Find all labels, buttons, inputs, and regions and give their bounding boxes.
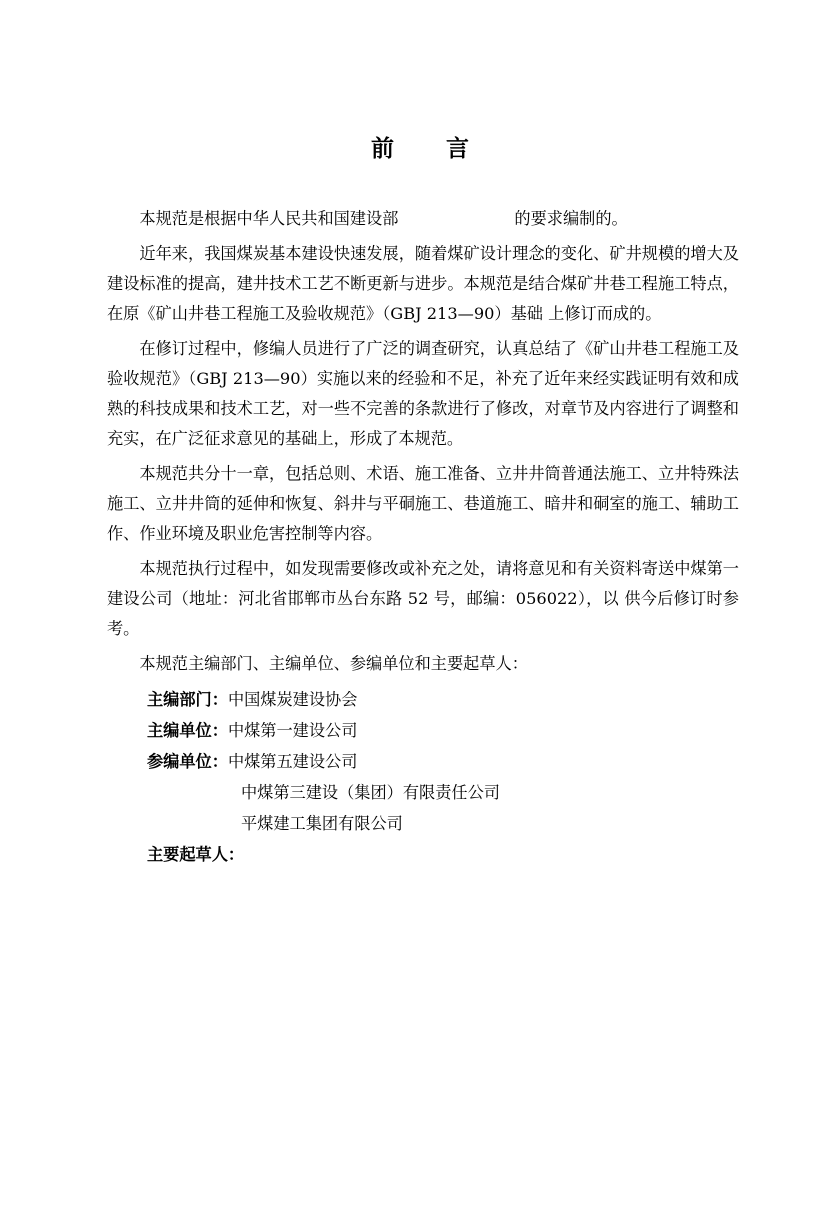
- credit-co: [107, 746, 739, 777]
- credit-co-value-1: 中煤第五建设公司: [227, 752, 358, 771]
- paragraph-1-before: 本规范是根据中华人民共和国建设部: [139, 209, 399, 228]
- credit-dept-value: 中国煤炭建设协会: [227, 690, 358, 709]
- credit-co-label: 参编单位：: [147, 752, 228, 771]
- credit-unit-label: 主编单位：: [147, 721, 228, 740]
- credit-co-value-2: 中煤第三建设（集团）有限责任公司: [241, 783, 500, 802]
- credit-dept: [107, 684, 739, 715]
- credit-dept-label: 主编部门：: [147, 690, 228, 709]
- paragraph-4: 本规范共分十一章，包括总则、术语、施工准备、立井井筒普通法施工、立井特殊法施工、立井井筒的延伸和恢复、斜井与平硐施工、巷道施工、暗井和硐室的施工、辅助工作、作业环境及职业危害控制等内容。: [107, 464, 739, 543]
- paragraph-1: [107, 204, 739, 234]
- paragraph-3: 在修订过程中，修编人员进行了广泛的调查研究，认真总结了《矿山井巷工程施工及验收规范》（GBJ 213—90）实施以来的经验和不足，补充了近年来经实践证明有效和成熟的科技成果和技术工艺，对一些不完善的条款进行了修改，对章节及内容进行了调整和充实，在广泛征求意见的基础上，形成了本规范。: [107, 339, 739, 448]
- title-char-left: 前: [371, 135, 394, 162]
- paragraph-5: 本规范执行过程中，如发现需要修改或补充之处，请将意见和有关资料寄送中煤第一建设公司（地址：河北省邯郸市丛台东路 52 号，邮编：056022），以 供今后修订时参考。: [107, 559, 739, 638]
- paragraph-2: 近年来，我国煤炭基本建设快速发展，随着煤矿设计理念的变化、矿井规模的增大及建设标准的提高，建井技术工艺不断更新与进步。本规范是结合煤矿井巷工程施工特点，在原《矿山井巷工程施工及验收规范》（GBJ 213—90）基础 上修订而成的。: [107, 244, 739, 323]
- credit-unit: [107, 715, 739, 746]
- page-title: [0, 130, 840, 163]
- paragraph-1-after: 的要求编制的。: [514, 209, 628, 228]
- document-body: [107, 204, 739, 870]
- credit-co-value-3: 平煤建工集团有限公司: [241, 814, 403, 833]
- title-char-right: 言: [446, 135, 469, 162]
- credit-drafters: [107, 839, 739, 870]
- credit-unit-value: 中煤第一建设公司: [227, 721, 358, 740]
- paragraph-6: 本规范主编部门、主编单位、参编单位和主要起草人：: [139, 654, 528, 673]
- credit-drafters-label: 主要起草人：: [147, 845, 245, 864]
